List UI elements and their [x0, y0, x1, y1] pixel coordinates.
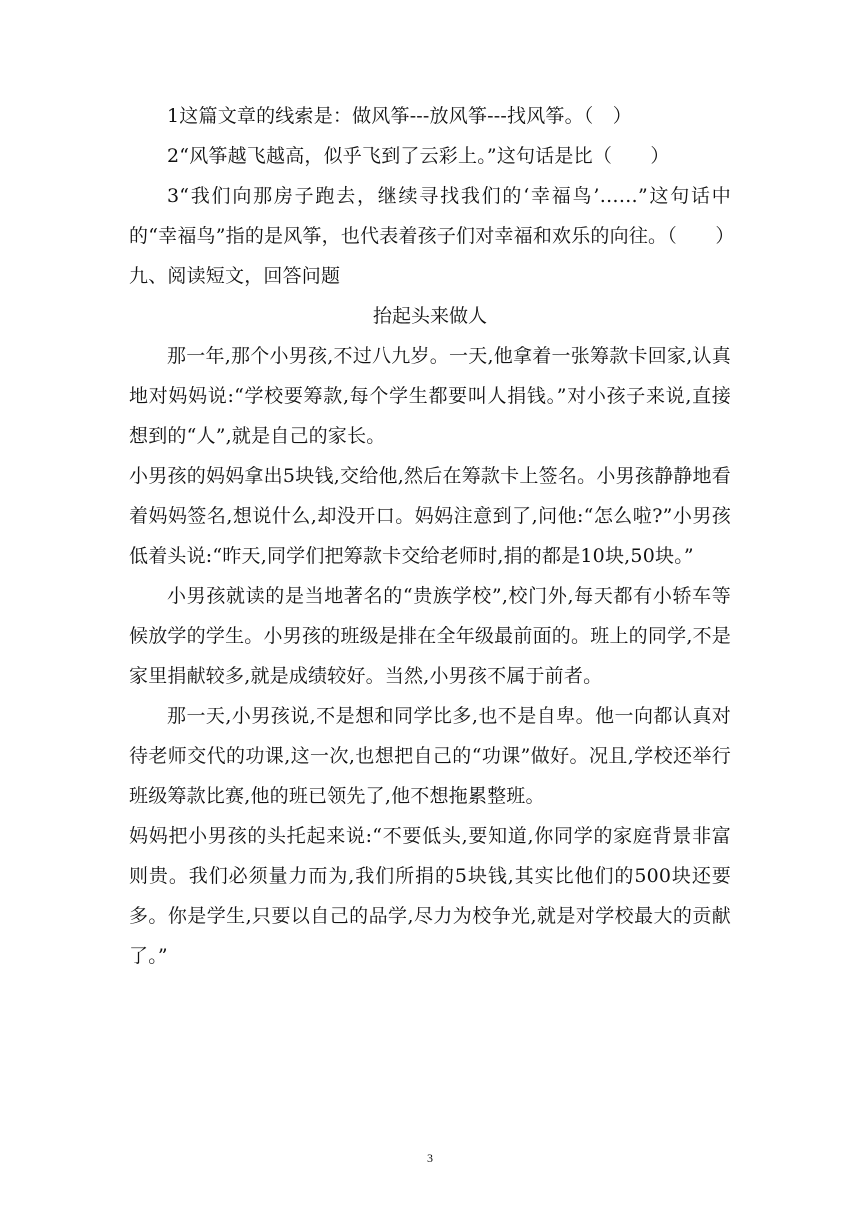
judgement-item-1: 1这篇文章的线索是：做风筝---放风筝---找风筝。（ ）: [167, 105, 632, 127]
section-heading: 九、阅读短文，回答问题: [129, 265, 341, 287]
article-paragraph-4: 那一天,小男孩说,不是想和同学比多,也不是自卑。他一向都认真对待老师交代的功课,这一次,也想把自己的“功课”做好。况且,学校还举行班级筹款比赛,他的班已领先了,他不想拖累整班。: [129, 705, 731, 807]
judgement-item-2: 2“风筝越飞越高，似乎飞到了云彩上。”这句话是比（ ）: [167, 145, 670, 167]
article-title: 抬起头来做人: [372, 305, 487, 327]
article-paragraph-5: 妈妈把小男孩的头托起来说:“不要低头,要知道,你同学的家庭背景非富则贵。我们必须量力而为,我们所捐的5块钱,其实比他们的500块还要多。你是学生,只要以自己的品学,尽力为校争光,就是对学校最大的贡献了。”: [129, 825, 731, 967]
page-content: [129, 96, 735, 976]
page-number: 3: [427, 1151, 433, 1165]
article-paragraph-1: 那一年,那个小男孩,不过八九岁。一天,他拿着一张筹款卡回家,认真地对妈妈说:“学校要筹款,每个学生都要叫人捐钱。”对小孩子来说,直接想到的“人”,就是自己的家长。: [129, 345, 731, 447]
judgement-item-3: 3“我们向那房子跑去，继续寻找我们的‘幸福鸟’……”这句话中的“幸福鸟”指的是风筝，也代表着孩子们对幸福和欢乐的向往。（ ）: [129, 185, 735, 247]
article-paragraph-2: 小男孩的妈妈拿出5块钱,交给他,然后在筹款卡上签名。小男孩静静地看着妈妈签名,想说什么,却没开口。妈妈注意到了,问他:“怎么啦?”小男孩低着头说:“昨天,同学们把筹款卡交给老师时,捐的都是10块,50块。”: [129, 465, 731, 567]
article-paragraph-3: 小男孩就读的是当地著名的“贵族学校”,校门外,每天都有小轿车等候放学的学生。小男孩的班级是排在全年级最前面的。班上的同学,不是家里捐献较多,就是成绩较好。当然,小男孩不属于前者。: [129, 585, 731, 687]
